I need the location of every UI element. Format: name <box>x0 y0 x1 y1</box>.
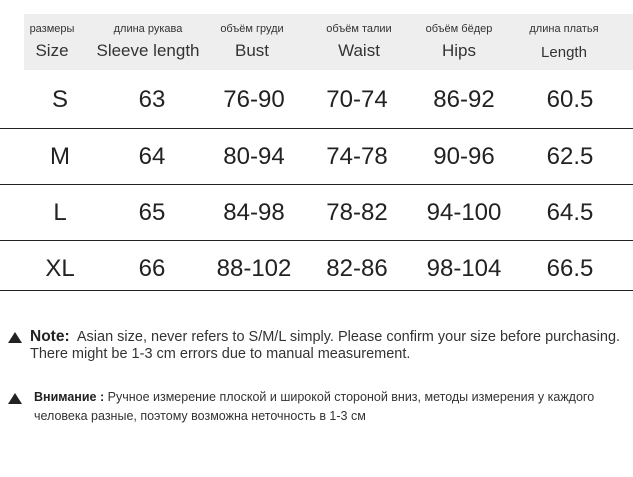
table-cell-size: S <box>51 86 68 113</box>
table-cell-sleeve: 65 <box>138 199 166 226</box>
table-cell-bust: 84-98 <box>223 199 285 226</box>
header-bust <box>210 14 294 70</box>
header-length-ru: длина платья <box>529 23 599 35</box>
table-cell-length: 60.5 <box>546 86 594 113</box>
header-bust-ru: объём груди <box>220 23 284 35</box>
table-cell-waist: 70-74 <box>326 86 388 113</box>
header-hips-ru: объём бёдер <box>425 23 493 35</box>
note-russian-label: Внимание : <box>34 390 105 404</box>
header-sleeve-length <box>88 14 208 70</box>
header-size-en: Size <box>35 41 69 60</box>
header-bust-en: Bust <box>234 41 270 60</box>
header-length <box>514 14 614 70</box>
note-russian-text-block <box>34 388 633 426</box>
table-cell-bust: 76-90 <box>223 86 285 113</box>
table-cell-waist: 78-82 <box>326 199 388 226</box>
table-cell-bust: 88-102 <box>216 255 292 282</box>
table-row-m <box>0 129 633 185</box>
header-hips-en: Hips <box>441 41 476 60</box>
table-cell-hips: 98-104 <box>426 255 502 282</box>
table-row-xl <box>0 241 633 297</box>
table-cell-hips: 94-100 <box>426 199 502 226</box>
header-waist-ru: объём талии <box>326 23 392 35</box>
table-cell-hips: 86-92 <box>433 86 495 113</box>
note-english-text: Asian size, never refers to S/M/L simply. Please confirm your size before purchasing. There might be 1-3 cm errors due to manual measurement. <box>30 329 621 362</box>
header-length-en: Length <box>541 44 587 61</box>
header-waist <box>314 14 404 70</box>
table-cell-waist: 82-86 <box>326 255 388 282</box>
triangle-up-icon <box>8 332 22 343</box>
note-english-text-block <box>30 328 630 363</box>
header-size <box>24 14 80 70</box>
table-cell-length: 64.5 <box>546 199 594 226</box>
table-bottom-border <box>0 290 633 291</box>
table-cell-length: 62.5 <box>546 143 594 170</box>
table-cell-size: L <box>53 199 67 226</box>
table-cell-bust: 80-94 <box>223 143 285 170</box>
table-cell-size: M <box>50 143 70 170</box>
header-sleeve-length-ru: длина рукава <box>113 23 183 35</box>
note-english-label: Note: <box>30 328 70 345</box>
table-row-s <box>0 72 633 128</box>
header-sleeve-length-en: Sleeve length <box>96 41 200 60</box>
size-table-header <box>24 14 633 70</box>
triangle-up-icon <box>8 393 22 404</box>
table-cell-sleeve: 64 <box>138 143 166 170</box>
header-waist-en: Waist <box>338 41 380 60</box>
table-cell-hips: 90-96 <box>433 143 495 170</box>
header-hips <box>414 14 504 70</box>
table-cell-size: XL <box>45 255 75 282</box>
table-row-l <box>0 185 633 241</box>
table-cell-sleeve: 63 <box>138 86 166 113</box>
table-cell-sleeve: 66 <box>138 255 166 282</box>
table-cell-waist: 74-78 <box>326 143 388 170</box>
note-russian-text: Ручное измерение плоской и широкой стороной вниз, методы измерения у каждого человека разные, поэтому возможна неточность в 1-3 см <box>34 390 595 423</box>
table-cell-length: 66.5 <box>546 255 594 282</box>
header-size-ru: размеры <box>29 23 75 35</box>
